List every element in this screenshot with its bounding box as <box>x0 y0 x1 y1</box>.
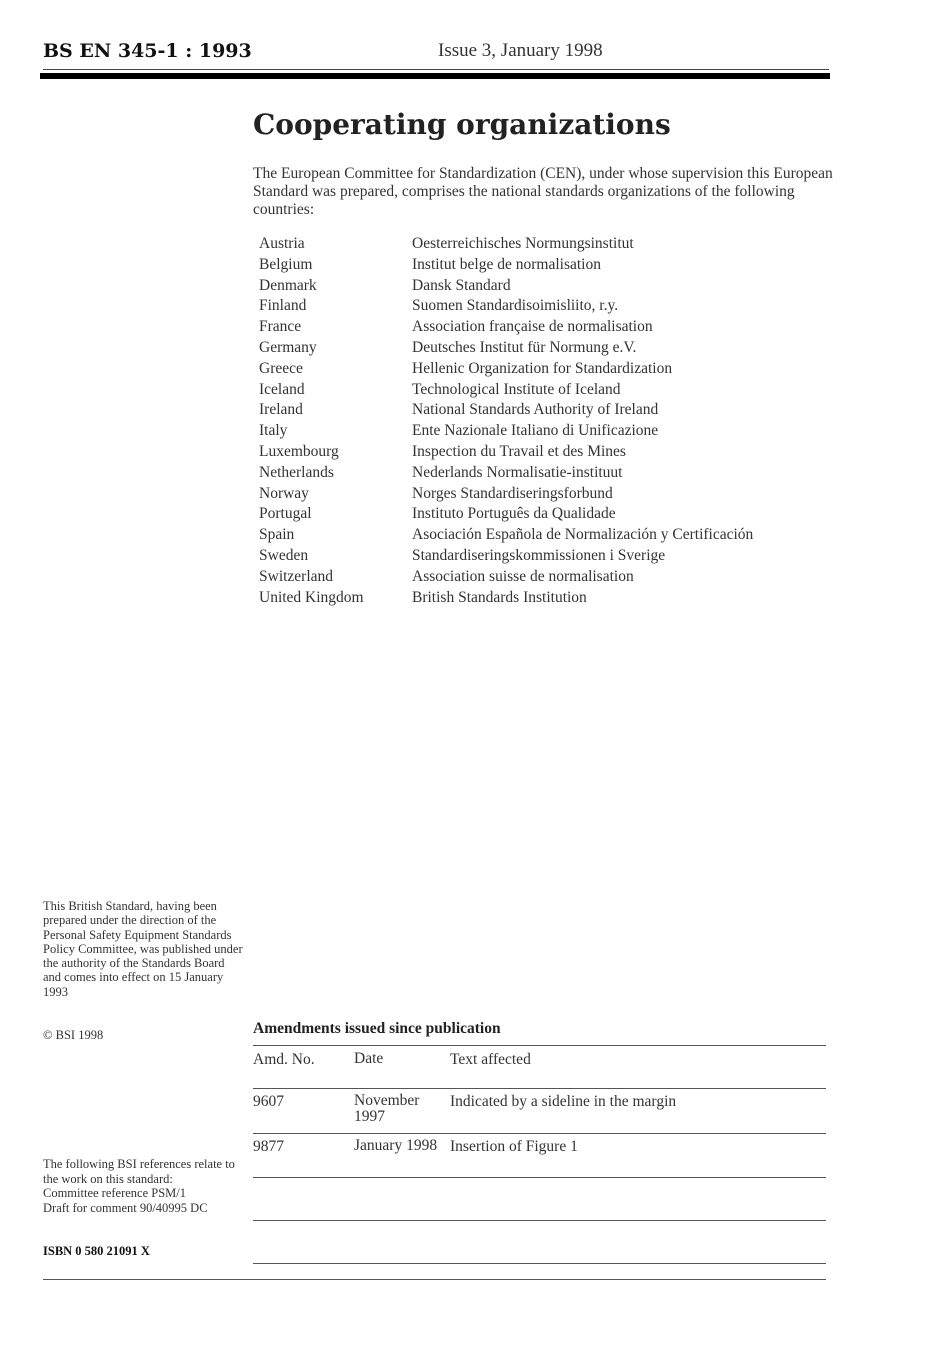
org-country: Finland <box>259 297 307 315</box>
org-name: Norges Standardiseringsforbund <box>412 484 613 502</box>
date-cell: January 1998 <box>354 1137 438 1154</box>
table-row <box>253 1133 826 1177</box>
list-item <box>259 296 839 317</box>
organization-list <box>259 234 839 608</box>
document-code: BS EN 345-1 : 1993 <box>43 40 252 62</box>
table-bottom-rule <box>253 1263 826 1264</box>
org-name: Nederlands Normalisatie-instituut <box>412 463 623 481</box>
list-item <box>259 317 839 338</box>
org-country: France <box>259 318 302 336</box>
org-name: Instituto Português da Qualidade <box>412 505 616 523</box>
table-row <box>253 1088 826 1133</box>
header-date: Date <box>354 1050 384 1067</box>
amendments-table <box>253 1045 826 1264</box>
list-item <box>259 504 839 525</box>
list-item <box>259 442 839 463</box>
list-item <box>259 400 839 421</box>
org-country: United Kingdom <box>259 588 364 606</box>
org-country: Netherlands <box>259 463 334 481</box>
org-name: Dansk Standard <box>412 276 511 294</box>
org-country: Luxembourg <box>259 442 339 460</box>
list-item <box>259 588 839 609</box>
org-name: Suomen Standardisoimisliito, r.y. <box>412 297 619 315</box>
org-country: Denmark <box>259 276 317 294</box>
org-name: British Standards Institution <box>412 588 587 606</box>
org-country: Greece <box>259 359 303 377</box>
text-affected-cell: Insertion of Figure 1 <box>450 1138 578 1155</box>
list-item <box>259 276 839 297</box>
org-country: Switzerland <box>259 567 334 585</box>
amendments-header-row <box>253 1045 826 1088</box>
org-country: Spain <box>259 526 295 544</box>
org-country: Portugal <box>259 505 312 523</box>
list-item <box>259 546 839 567</box>
org-country: Ireland <box>259 401 303 419</box>
list-item <box>259 463 839 484</box>
list-item <box>259 380 839 401</box>
date-cell: November 1997 <box>354 1092 420 1125</box>
org-name: Technological Institute of Iceland <box>412 380 621 398</box>
org-name: Inspection du Travail et des Mines <box>412 442 626 460</box>
org-country: Germany <box>259 338 317 356</box>
org-country: Sweden <box>259 546 309 564</box>
list-item <box>259 338 839 359</box>
org-name: Asociación Española de Normalización y Certificación <box>412 526 754 544</box>
org-name: Standardiseringskommissionen i Sverige <box>412 546 666 564</box>
org-name: Institut belge de normalisation <box>412 255 601 273</box>
publication-note: This British Standard, having been prepared under the direction of the Personal Safety Equipment Standards Policy Committee, was published under the authority of the Standards Board and comes into effect on 15 January 1993 <box>43 899 243 999</box>
intro-paragraph: The European Committee for Standardization (CEN), under whose supervision this European Standard was prepared, comprises the national standards organizations of the following countries: <box>253 165 833 218</box>
isbn: ISBN 0 580 21091 X <box>43 1244 150 1258</box>
org-name: Hellenic Organization for Standardization <box>412 359 673 377</box>
amendments-title: Amendments issued since publication <box>253 1020 501 1037</box>
table-row <box>253 1220 826 1263</box>
amd-no-cell: 9607 <box>253 1093 284 1110</box>
text-affected-cell: Indicated by a sideline in the margin <box>450 1093 677 1110</box>
footer-rule <box>43 1279 826 1280</box>
org-country: Iceland <box>259 380 305 398</box>
org-name: Association suisse de normalisation <box>412 567 634 585</box>
org-name: Association française de normalisation <box>412 318 653 336</box>
copyright-notice: © BSI 1998 <box>43 1028 104 1042</box>
header-amd-no: Amd. No. <box>253 1051 315 1068</box>
table-row <box>253 1177 826 1220</box>
header-rule-thin <box>43 69 829 70</box>
header-text-affected: Text affected <box>450 1051 531 1068</box>
org-name: Deutsches Institut für Normung e.V. <box>412 338 637 356</box>
committee-reference: Committee reference PSM/1 <box>43 1186 187 1200</box>
draft-reference: Draft for comment 90/40995 DC <box>43 1200 208 1215</box>
list-item <box>259 359 839 380</box>
header-rule-thick <box>40 73 830 79</box>
issue-label: Issue 3, January 1998 <box>438 40 603 61</box>
list-item <box>259 567 839 588</box>
refs-intro: The following BSI references relate to the work on this standard: <box>43 1157 235 1186</box>
org-country: Belgium <box>259 255 313 273</box>
org-country: Norway <box>259 484 309 502</box>
list-item <box>259 484 839 505</box>
bsi-references <box>43 1157 243 1215</box>
list-item <box>259 234 839 255</box>
list-item <box>259 525 839 546</box>
org-name: Oesterreichisches Normungsinstitut <box>412 235 634 252</box>
list-item <box>259 421 839 442</box>
amd-no-cell: 9877 <box>253 1138 284 1155</box>
org-name: Ente Nazionale Italiano di Unificazione <box>412 422 659 440</box>
org-name: National Standards Authority of Ireland <box>412 401 659 419</box>
list-item <box>259 255 839 276</box>
org-country: Italy <box>259 422 288 440</box>
page-title: Cooperating organizations <box>253 108 671 141</box>
org-country: Austria <box>259 235 305 252</box>
